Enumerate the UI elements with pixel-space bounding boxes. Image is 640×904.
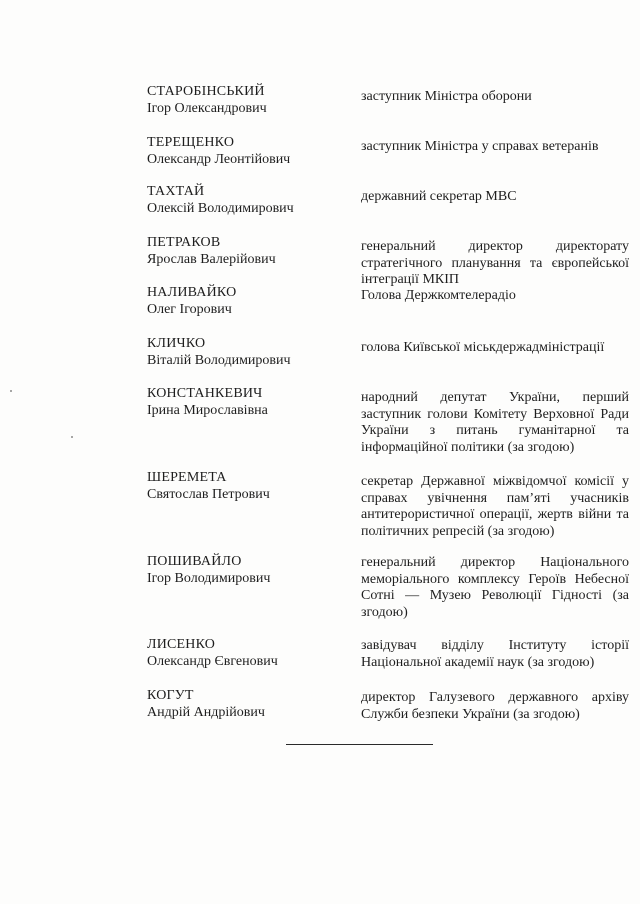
member-given-name: Ірина Мирославівна: [147, 403, 268, 418]
member-name: [147, 335, 347, 369]
member-name: [147, 687, 347, 721]
member-name: [147, 284, 347, 318]
member-given-name: Святослав Петрович: [147, 487, 270, 502]
member-name: [147, 183, 347, 217]
member-given-name: Ігор Володимирович: [147, 571, 271, 586]
member-position: генеральний директор директорату стратегічного планування та європейської інтеграції МКІП: [361, 239, 629, 287]
member-given-name: Андрій Андрійович: [147, 705, 265, 720]
member-surname: КЛИЧКО: [147, 336, 206, 351]
member-surname: КОГУТ: [147, 688, 194, 703]
member-given-name: Олег Ігорович: [147, 302, 232, 317]
member-name: [147, 636, 347, 670]
scan-speck: [71, 436, 73, 438]
member-surname: ШЕРЕМЕТА: [147, 470, 227, 485]
member-position: секретар Державної міжвідомчої комісії у справах увічнення пам’яті учасників антитерористичної операції, жертв війни та політичних репресій (за згодою): [361, 474, 629, 539]
member-name: [147, 83, 347, 117]
member-position: заступник Міністра у справах ветеранів: [361, 139, 599, 154]
member-name: [147, 385, 347, 419]
member-surname: СТАРОБІНСЬКИЙ: [147, 84, 265, 99]
closing-separator-line: [286, 744, 433, 745]
member-given-name: Ярослав Валерійович: [147, 252, 276, 267]
member-surname: ТЕРЕЩЕНКО: [147, 135, 235, 150]
member-name: [147, 134, 347, 168]
member-position: завідувач відділу Інституту історії Національної академії наук (за згодою): [361, 638, 629, 670]
member-given-name: Віталій Володимирович: [147, 353, 291, 368]
member-surname: ПЕТРАКОВ: [147, 235, 221, 250]
member-position: заступник Міністра оборони: [361, 89, 532, 104]
member-position: державний секретар МВС: [361, 189, 517, 204]
member-surname: НАЛИВАЙКО: [147, 285, 237, 300]
member-given-name: Олексій Володимирович: [147, 201, 294, 216]
member-surname: ПОШИВАЙЛО: [147, 554, 242, 569]
member-given-name: Ігор Олександрович: [147, 101, 267, 116]
member-position: генеральний директор Національного меморіального комплексу Героїв Небесної Сотні — Музею Революції Гідності (за згодою): [361, 555, 629, 620]
member-surname: ТАХТАЙ: [147, 184, 205, 199]
member-given-name: Олександр Леонтійович: [147, 152, 291, 167]
member-name: [147, 469, 347, 503]
member-name: [147, 234, 347, 268]
member-given-name: Олександр Євгенович: [147, 654, 278, 669]
scan-speck: [10, 390, 12, 392]
member-name: [147, 553, 347, 587]
member-position: голова Київської міськдержадміністрації: [361, 340, 605, 355]
member-surname: ЛИСЕНКО: [147, 637, 216, 652]
member-position: народний депутат України, перший заступник голови Комітету Верховної Ради України з питань гуманітарної та інформаційної політики (за згодою): [361, 390, 629, 455]
member-position: директор Галузевого державного архіву Служби безпеки України (за згодою): [361, 690, 629, 722]
member-position: Голова Держкомтелерадіо: [361, 288, 516, 303]
member-surname: КОНСТАНКЕВИЧ: [147, 386, 263, 401]
